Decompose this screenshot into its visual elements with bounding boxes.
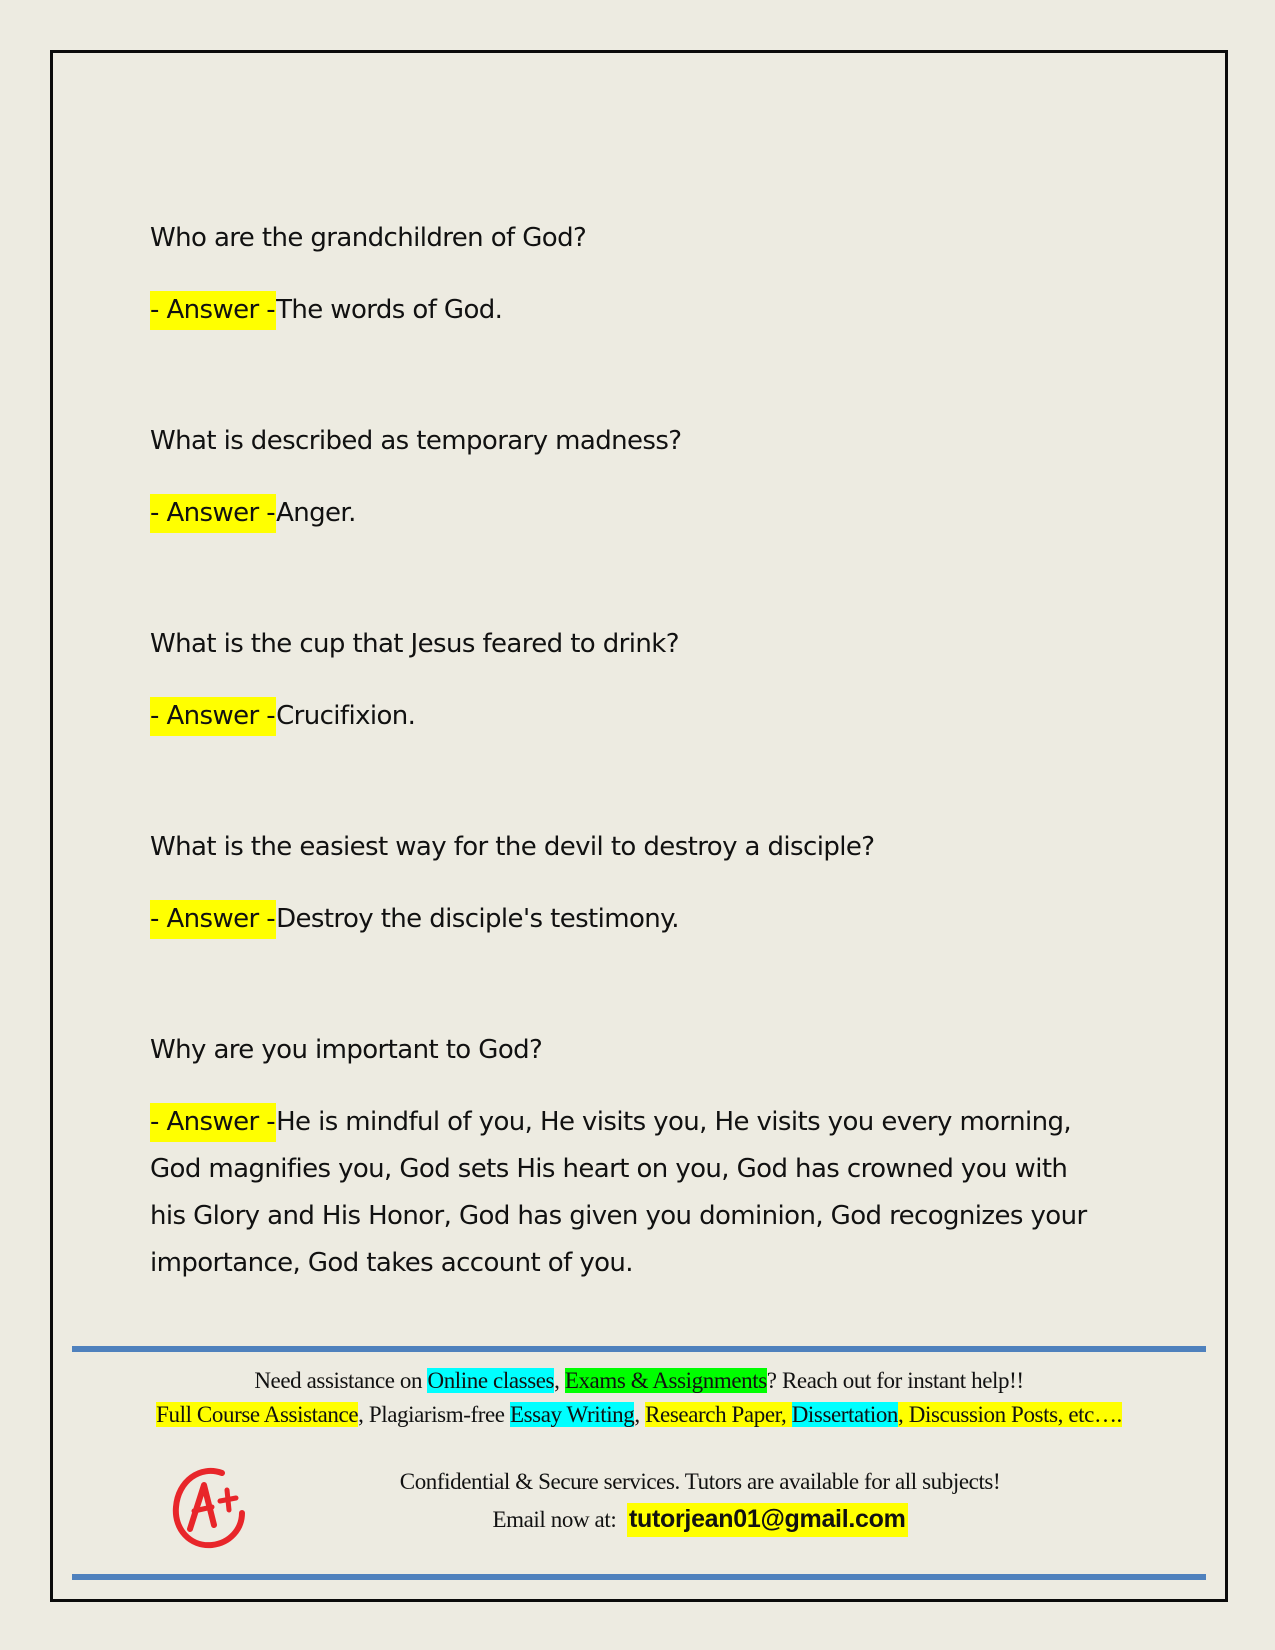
footer-bottom-rule xyxy=(72,1574,1206,1580)
answer-text xyxy=(150,693,1110,740)
answer-label: - Answer - xyxy=(150,900,276,939)
answer-body: Anger. xyxy=(276,498,356,528)
qa-item xyxy=(150,626,1110,740)
essay-writing-highlight: Essay Writing xyxy=(509,1402,635,1427)
footer-line-offerings xyxy=(53,1402,1225,1428)
answer-body: Crucifixion. xyxy=(276,701,416,731)
discussion-posts-highlight: , Discussion Posts, etc…. xyxy=(898,1402,1122,1427)
answer-text xyxy=(150,490,1110,537)
question-text: Who are the grandchildren of God? xyxy=(150,223,587,253)
qa-item xyxy=(150,220,1110,334)
qa-item xyxy=(150,829,1110,943)
footer-line-confidential: Confidential & Secure services. Tutors are available for all subjects! xyxy=(399,1469,1001,1494)
footer-text: ? Reach out for instant help!! xyxy=(766,1368,1024,1393)
question-text: Why are you important to God? xyxy=(150,1035,543,1065)
exams-highlight: Exams & Assignments xyxy=(564,1368,767,1393)
footer-text: Need assistance on xyxy=(254,1368,428,1393)
question-text: What is the easiest way for the devil to destroy a disciple? xyxy=(150,832,875,862)
answer-label: - Answer - xyxy=(150,697,276,736)
answer-label: - Answer - xyxy=(150,1103,276,1142)
answer-body: The words of God. xyxy=(276,295,503,325)
answer-text xyxy=(150,1099,1105,1287)
dissertation-highlight: Dissertation xyxy=(791,1402,899,1427)
answer-body: Destroy the disciple's testimony. xyxy=(276,904,679,934)
footer-line-email xyxy=(200,1505,1200,1534)
footer-text: , Plagiarism-free xyxy=(358,1402,510,1427)
question-text: What is described as temporary madness? xyxy=(150,426,682,456)
qa-item xyxy=(150,423,1110,537)
answer-text xyxy=(150,287,1110,334)
research-paper-highlight: Research Paper, xyxy=(645,1402,792,1427)
answer-body: He is mindful of you, He visits you, He visits you every morning, God magnifies you, God sets His heart on you, God has crowned you with his Glory and His Honor, God has given you dominion, God recognizes your importance, God takes account of you. xyxy=(150,1107,1087,1278)
footer-top-rule xyxy=(72,1346,1206,1352)
footer-line-services xyxy=(53,1368,1225,1394)
online-classes-highlight: Online classes xyxy=(427,1368,555,1393)
email-prefix: Email now at: xyxy=(492,1507,628,1532)
email-link[interactable]: tutorjean01@gmail.com xyxy=(627,1503,907,1537)
footer-text: , xyxy=(634,1402,646,1427)
question-text: What is the cup that Jesus feared to drink? xyxy=(150,629,679,659)
answer-text xyxy=(150,896,1110,943)
qa-item xyxy=(150,1032,1105,1287)
answer-label: - Answer - xyxy=(150,494,276,533)
footer-text: , xyxy=(554,1368,565,1393)
answer-label: - Answer - xyxy=(150,291,276,330)
full-course-highlight: Full Course Assistance xyxy=(156,1402,359,1427)
